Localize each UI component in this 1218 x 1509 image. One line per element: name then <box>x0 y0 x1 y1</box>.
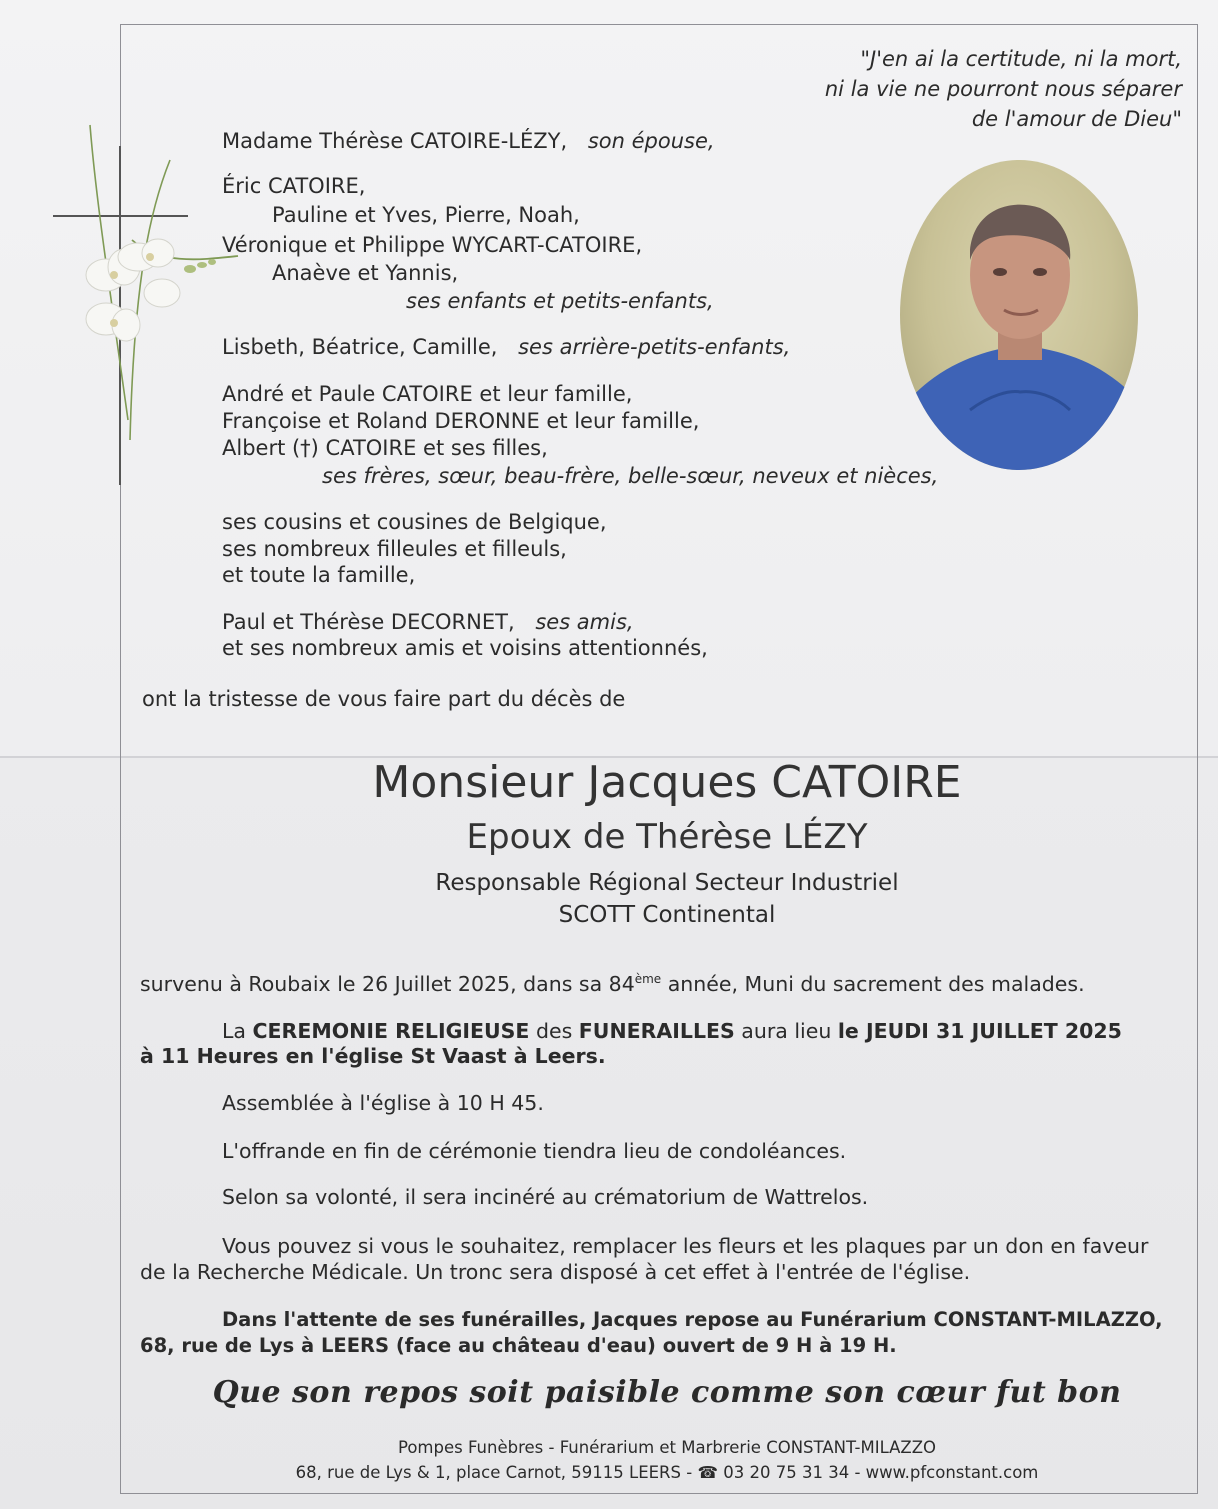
phone-icon: ☎ <box>697 1463 724 1482</box>
death-line <box>140 971 1085 997</box>
ceremony-date: le JEUDI 31 JUILLET 2025 <box>837 1019 1122 1043</box>
rest-line: Dans l'attente de ses funérailles, Jacques repose au Funérarium CONSTANT-MILAZZO, <box>222 1308 1163 1331</box>
death-text-end: année, Muni du sacrement des malades. <box>661 972 1085 996</box>
great-grandchildren-line <box>222 334 790 360</box>
spouse-line <box>222 128 715 154</box>
deceased-spouse: Epoux de Thérèse LÉZY <box>466 817 868 857</box>
closing-phrase: Que son repos soit paisible comme son cœur fut bon <box>212 1375 1122 1410</box>
children-role: ses enfants et petits-enfants, <box>406 289 714 313</box>
quote-line: "J'en ai la certitude, ni la mort, <box>860 47 1182 71</box>
friends-role: ses amis, <box>535 610 634 634</box>
cousins-line: ses cousins et cousines de Belgique, <box>222 510 607 534</box>
cremation-line: Selon sa volonté, il sera incinéré au crématorium de Wattrelos. <box>222 1185 869 1209</box>
bible-quote <box>802 44 1182 134</box>
ceremony-text: aura lieu <box>734 1019 838 1043</box>
orchid-icon <box>78 235 228 355</box>
footer-address <box>0 1463 1218 1482</box>
portrait-photo <box>900 160 1138 470</box>
deceased-job: Responsable Régional Secteur Industriel <box>435 870 899 896</box>
donation-line: Vous pouvez si vous le souhaitez, remplacer les fleurs et les plaques par un don en faveur <box>222 1234 1149 1258</box>
ordinal-suffix: ème <box>634 972 662 987</box>
sibling-line: Albert (†) CATOIRE et ses filles, <box>222 436 548 460</box>
great-grandchildren-role: ses arrière-petits-enfants, <box>518 335 791 359</box>
ceremony-type: CEREMONIE RELIGIEUSE <box>252 1019 530 1043</box>
quote-line: ni la vie ne pourront nous séparer <box>824 77 1182 101</box>
ceremony-text: La <box>222 1019 253 1043</box>
assembly-line: Assemblée à l'église à 10 H 45. <box>222 1091 544 1115</box>
deceased-company: SCOTT Continental <box>558 902 776 928</box>
quote-line: de l'amour de Dieu" <box>971 107 1182 131</box>
friends-names: Paul et Thérèse DECORNET, <box>222 610 515 634</box>
death-text: survenu à Roubaix le 26 Juillet 2025, dans sa 84 <box>140 972 635 996</box>
deceased-name: Monsieur Jacques CATOIRE <box>372 757 962 808</box>
ceremony-text: des <box>529 1019 579 1043</box>
great-grandchildren-names: Lisbeth, Béatrice, Camille, <box>222 335 498 359</box>
child-name: Véronique et Philippe WYCART-CATOIRE, <box>222 233 643 257</box>
ceremony-place: à 11 Heures en l'église St Vaast à Leers. <box>140 1044 606 1068</box>
donation-line: de la Recherche Médicale. Un tronc sera disposé à cet effet à l'entrée de l'église. <box>140 1260 971 1284</box>
family-line: et toute la famille, <box>222 563 416 587</box>
neighbours-line: et ses nombreux amis et voisins attentionnés, <box>222 636 708 660</box>
footer-company: Pompes Funèbres - Funérarium et Marbrerie CONSTANT-MILAZZO <box>397 1438 937 1457</box>
siblings-role: ses frères, sœur, beau-frère, belle-sœur, neveux et nièces, <box>322 464 939 488</box>
announcement-line: ont la tristesse de vous faire part du décès de <box>142 687 626 711</box>
ceremony-line <box>222 1018 1122 1044</box>
grandchildren-names: Anaève et Yannis, <box>272 261 459 285</box>
grandchildren-names: Pauline et Yves, Pierre, Noah, <box>272 203 580 227</box>
footer-address-text: 68, rue de Lys & 1, place Carnot, 59115 LEERS - <box>295 1463 698 1482</box>
ceremony-funerals: FUNERAILLES <box>578 1019 735 1043</box>
footer-phone: 03 20 75 31 34 <box>723 1463 850 1482</box>
sibling-line: André et Paule CATOIRE et leur famille, <box>222 382 633 406</box>
sibling-line: Françoise et Roland DERONNE et leur famille, <box>222 409 700 433</box>
rest-line: 68, rue de Lys à LEERS (face au château d'eau) ouvert de 9 H à 19 H. <box>140 1334 897 1357</box>
spouse-name: Madame Thérèse CATOIRE-LÉZY, <box>222 129 568 153</box>
spouse-role: son épouse, <box>587 129 715 153</box>
friends-line <box>222 609 634 635</box>
child-name: Éric CATOIRE, <box>222 174 366 198</box>
godchildren-line: ses nombreux filleules et filleuls, <box>222 537 567 561</box>
offering-line: L'offrande en fin de cérémonie tiendra lieu de condoléances. <box>222 1139 847 1163</box>
footer-website: - www.pfconstant.com <box>849 1463 1039 1482</box>
